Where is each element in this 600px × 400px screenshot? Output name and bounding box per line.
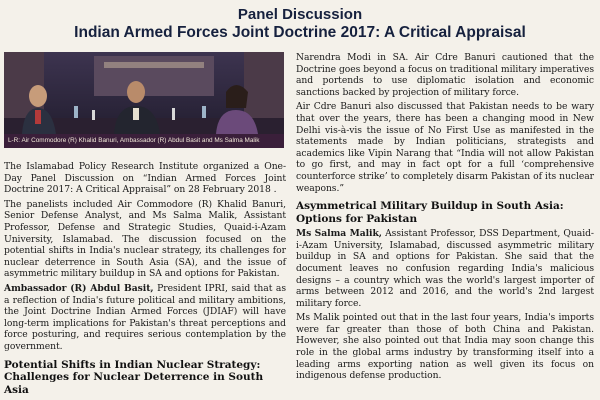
- section-heading-nuclear-strategy: Potential Shifts in Indian Nuclear Strategy:: [4, 358, 261, 371]
- left-paragraph-2: The panelists included Air Commodore (R) Khalid Banuri, Senior Defense Analyst, and Ms Salma Malik, Assistant Professor, Defense and Strategic Studies, Quaid-i-Azam University, Islamabad. The discussion focused on the potential shifts in India's nuclear strategy, its challenges for nuclear deterrence in South Asia (SA), and the issue of asymmetric military buildup in SA and options for Pakistan.: [4, 198, 286, 280]
- photo-caption: L-R: Air Commodore (R) Khalid Banuri, Ambassador (R) Abdul Basit and Ms Salma Malik: [4, 134, 284, 148]
- speaker-name-basit: Ambassador (R) Abdul Basit,: [4, 282, 154, 294]
- panel-photo: [4, 52, 284, 148]
- left-column: [4, 52, 286, 396]
- right-paragraph-1: Narendra Modi in SA. Air Cdre Banuri cautioned that the Doctrine goes beyond a focus on traditional military imperatives and portends to use diplomatic isolation and economic sanctions backed by projection of military force.: [296, 52, 594, 98]
- right-column: [296, 52, 594, 382]
- left-paragraph-3: [4, 283, 286, 353]
- right-paragraph-2: Air Cdre Banuri also discussed that Pakistan needs to be wary that over the years, there has been a changing mood in New Delhi vis-à-vis the issue of No First Use as manifested in the statements made by Indian politicians, strategists and academics like Vipin Narang that “India will not allow Pakistan to go first, and may in fact opt for a full ‘comprehensive counterforce strike’ to completely disarm Pakistan of its nuclear weapons.”: [296, 101, 594, 194]
- left-paragraph-3-body: President IPRI, said that as a reflection of India's future political and military ambitions, the Joint Doctrine Indian Armed Forces (JDIAF) will have long-term implications for Pakistan's threat perceptions and force posturing, and requires serious contemplation by the government.: [4, 282, 286, 352]
- right-paragraph-3: [296, 228, 594, 309]
- right-paragraph-4: Ms Malik pointed out that in the last four years, India's imports were far greater than those of both China and Pakistan. However, she also pointed out that India may soon change this role in the global arms industry by transforming itself into a leading arms exporting nation as well given its focus on indigenous defense production.: [296, 312, 594, 382]
- page-title: Indian Armed Forces Joint Doctrine 2017: A Critical Appraisal: [74, 24, 526, 41]
- left-paragraph-1: The Islamabad Policy Research Institute organized a One-Day Panel Discussion on “Indian Armed Forces Joint Doctrine 2017: A Critical Appraisal” on 28 February 2018 .: [4, 161, 286, 196]
- right-paragraph-3-body: Assistant Professor, DSS Department, Quaid-i-Azam University, Islamabad, discussed asymmetric military buildup in SA and options for Pakistan. She said that the document leaves no confusion regarding India's malicious designs – a country which was the world's largest importer of arms between 2012 and 2016, and the world's 2nd largest military force.: [296, 228, 594, 309]
- speaker-name-malik: Ms Salma Malik,: [296, 228, 382, 240]
- page-header: [0, 6, 600, 42]
- page-kicker: Panel Discussion: [237, 6, 363, 23]
- section-heading-nuclear-strategy-cont: Challenges for Nuclear Deterrence in South Asia: [4, 371, 264, 396]
- section-heading-asymmetric-buildup: Asymmetrical Military Buildup in South Asia: Options for Pakistan: [296, 200, 564, 225]
